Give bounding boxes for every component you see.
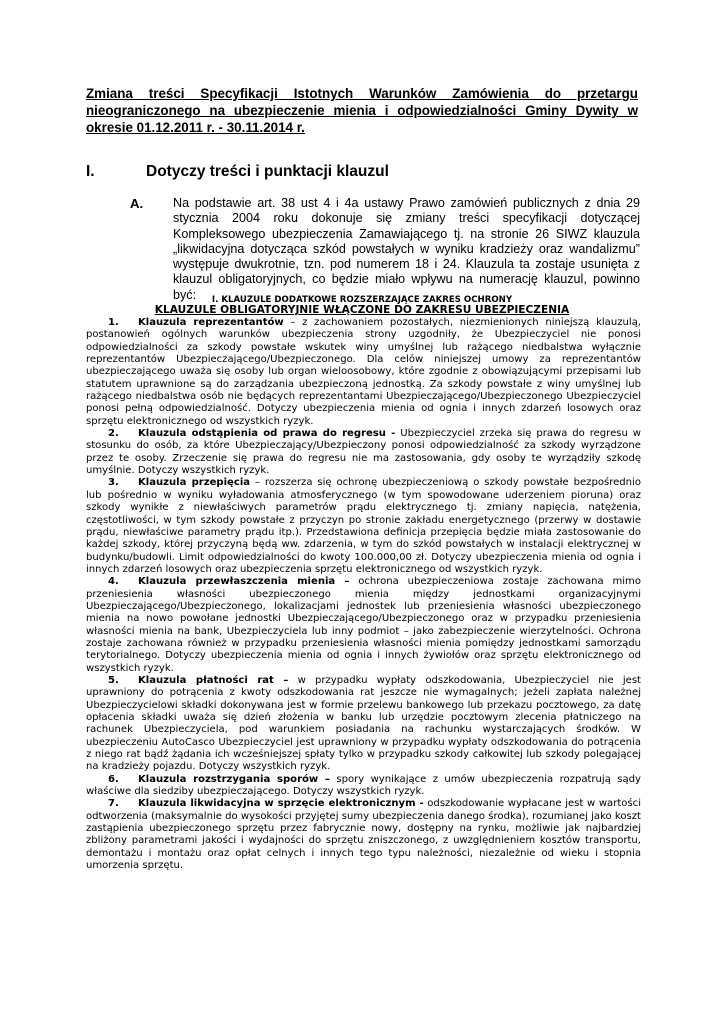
clause-body: Ubezpieczyciel zrzeka się prawa do regresu w stosunku do osób, za które Ubezpieczający/Ubezpieczony ponosi odpowiedzialność za szkody wyrządzone przez te osoby. Zrzeczenie się prawa do regresu nie ma zastosowania, gdy osoby te wyrządziły szkodę umyślnie. Dotyczy wszystkich ryzyk. bbox=[86, 428, 641, 477]
clause-text bbox=[86, 798, 641, 872]
clause-item bbox=[86, 675, 641, 774]
clause-item bbox=[86, 576, 641, 675]
clause-section-header: I. KLAUZULE DODATKOWE ROZSZERZAJĄCE ZAKRES OCHRONY bbox=[211, 295, 513, 305]
clause-text bbox=[86, 477, 641, 576]
subsection-a bbox=[130, 196, 640, 303]
clause-body: ochrona ubezpieczeniowa zostaje zachowana mimo przeniesienia własności ubezpieczonego mienia między jednostkami organizacyjnymi Ubezpieczającego/Ubezpieczonego, lokalizacjami jednostek lub przeniesienia własności ubezpieczonego mienia na nowo powołane jednostki Ubezpieczającego/Ubezpieczonego oraz w przypadku przeniesienia własności mienia na bank, Ubezpieczyciela lub inny podmiot – jako zabezpieczenie wierzytelności. Ochrona zostaje zachowana również w przypadku przeniesienia własności mienia pomiędzy jednostkami samorządu terytorialnego. Dotyczy ubezpieczenia mienia od ognia i innych żywiołów oraz sprzętu elektronicznego od wszystkich ryzyk. bbox=[86, 576, 641, 674]
clause-name: Klauzula likwidacyjna w sprzęcie elektronicznym - bbox=[138, 798, 424, 810]
clause-name: Klauzula reprezentantów bbox=[138, 317, 284, 328]
clause-item bbox=[86, 798, 641, 872]
clause-number: 1. bbox=[108, 317, 119, 328]
clause-body: spory wynikające z umów ubezpieczenia rozpatrują sądy właściwe dla siedziby ubezpieczającego. Dotyczy wszystkich ryzyk. bbox=[86, 773, 641, 798]
document-title: Zmiana treści Specyfikacji Istotnych Warunków Zamówienia do przetargu nieograniczonego na ubezpieczenie mienia i odpowiedzialności Gminy Dywity w okresie 01.12.2011 r. - 30.11.2014 r. bbox=[86, 86, 638, 135]
clause-text bbox=[86, 576, 641, 675]
clause-name: Klauzula przewłaszczenia mienia – bbox=[138, 576, 350, 588]
clause-item bbox=[86, 477, 641, 576]
clause-item bbox=[86, 774, 641, 799]
clause-number: 5. bbox=[108, 674, 119, 686]
clause-number: 6. bbox=[108, 773, 119, 785]
clause-text bbox=[86, 317, 641, 428]
clause-body: w przypadku wypłaty odszkodowania, Ubezpieczyciel nie jest uprawniony do potrącenia z kwoty odszkodowania rat jeszcze nie wymagalnych; jeżeli zapłata należnej Ubezpieczycielowi składki dokonywana jest w formie przelewu bankowego lub przekazu pocztowego, za datę opłacenia składki uważa się dzień złożenia w banku lub urzędzie pocztowym zlecenia płatniczego na rachunek Ubezpieczyciela, pod warunkiem posiadania na rachunku wystarczających środków. W ubezpieczeniu AutoCasco Ubezpieczyciel jest uprawniony w przypadku wypłaty odszkodowania do potrącenia z niego rat bądź żądania ich wcześniejszej spłaty tylko w przypadku szkody całkowitej lub szkody polegającej na kradzieży pojazdu. Dotyczy wszystkich ryzyk. bbox=[86, 674, 641, 773]
section-title: Dotyczy treści i punktacji klauzul bbox=[146, 163, 389, 180]
clause-name: Klauzula odstąpienia od prawa do regresu - bbox=[138, 428, 396, 440]
clause-number: 2. bbox=[108, 428, 119, 440]
clause-name: Klauzula płatności rat – bbox=[138, 674, 289, 686]
clause-text bbox=[86, 774, 641, 799]
clause-item bbox=[86, 428, 641, 477]
clause-text bbox=[86, 428, 641, 477]
subsection-text: Na podstawie art. 38 ust 4 i 4a ustawy Prawo zamówień publicznych z dnia 29 stycznia 2004 roku dokonuje się zmiany treści specyfikacji dotyczącej Kompleksowego ubezpieczenia Zamawiającego tj. na stronie 26 SIWZ klauzula „likwidacyjna dotycząca szkód powstałych w wyniku kradzieży oraz wandalizmu” występuje dwukrotnie, tzn. pod numerem 18 i 24. Klauzula ta zostaje usunięta z klauzul obligatoryjnych, co będzie miało wpływu na numerację klauzul, powinno być: bbox=[173, 196, 640, 302]
clause-item bbox=[86, 317, 641, 428]
section-heading bbox=[86, 162, 646, 182]
clause-section-subheader: KLAUZULE OBLIGATORYJNIE WŁĄCZONE DO ZAKRESU UBEZPIECZENIA bbox=[154, 304, 570, 316]
clause-body: – rozszerza się ochronę ubezpieczeniową o szkody powstałe bezpośrednio lub pośrednio w wyniku wyładowania atmosferycznego (w tym spowodowane uderzeniem pioruna) oraz szkody wynikłe z niewłaściwych parametrów prądu elektrycznego tj. zmiany napięcia, natężenia, częstotliwości, w tym szkody powstałe z przyczyn po stronie zakładu energetycznego (przerwy w dostawie prądu, niewłaściwe parametry prądu itp.). Przedstawiona definicja przepięcia będzie miała zastosowanie do każdej szkody, której przyczyną będą ww. zdarzenia, w tym do szkód powstałych w instalacji elektrycznej w budynku/budowli. Limit odpowiedzialności do kwoty 100.000,00 zł. Dotyczy ubezpieczenia mienia od ognia i innych zdarzeń losowych oraz ubezpieczenia sprzętu elektronicznego od wszystkich ryzyk. bbox=[86, 477, 641, 575]
clause-number: 4. bbox=[108, 576, 119, 588]
subsection-letter: A. bbox=[130, 196, 144, 211]
clause-number: 3. bbox=[108, 477, 119, 489]
clause-text bbox=[86, 675, 641, 774]
section-number: I. bbox=[86, 163, 95, 180]
clause-name: Klauzula przepięcia bbox=[138, 477, 251, 489]
clause-body: – z zachowaniem pozostałych, niezmienionych niniejszą klauzulą, postanowień ogólnych warunków ubezpieczenia strony uzgodniły, że Ubezpieczyciel nie ponosi odpowiedzialności za szkody powstałe wskutek winy umyślnej lub rażącego niedbalstwa wyłącznie reprezentantów Ubezpieczającego/Ubezpieczonego. Dla celów niniejszej umowy za reprezentantów ubezpieczającego uważa się osoby lub organ wieloosobowy, które zgodnie z obowiązującymi przepisami lub statutem uprawnione są do zarządzania ubezpieczoną jednostką. Za szkody powstałe z winy umyślnej lub rażącego niedbalstwa osób nie będących reprezentantami Ubezpieczającego/Ubezpieczonego Ubezpieczyciel ponosi pełną odpowiedzialność. Dotyczy ubezpieczenia mienia od ognia i innych zdarzeń losowych oraz sprzętu elektronicznego od wszystkich ryzyk. bbox=[86, 317, 641, 427]
clause-name: Klauzula rozstrzygania sporów – bbox=[138, 773, 330, 785]
clause-number: 7. bbox=[108, 798, 119, 810]
clause-body: odszkodowanie wypłacane jest w wartości odtworzenia (maksymalnie do wysokości przyjętej sumy ubezpieczenia danego środka), rozumianej jako koszt zastąpienia ubezpieczonego sprzętu przez fabrycznie nowy, dostępny na rynku, możliwie jak najbardziej zbliżony parametrami jakości i wydajności do sprzętu zniszczonego, z uwzględnieniem kosztów transportu, demontażu i montażu oraz opłat celnych i innych tego typu należności, niezależnie od wieku i stopnia umorzenia sprzętu. bbox=[86, 798, 641, 872]
clause-list bbox=[86, 317, 641, 872]
